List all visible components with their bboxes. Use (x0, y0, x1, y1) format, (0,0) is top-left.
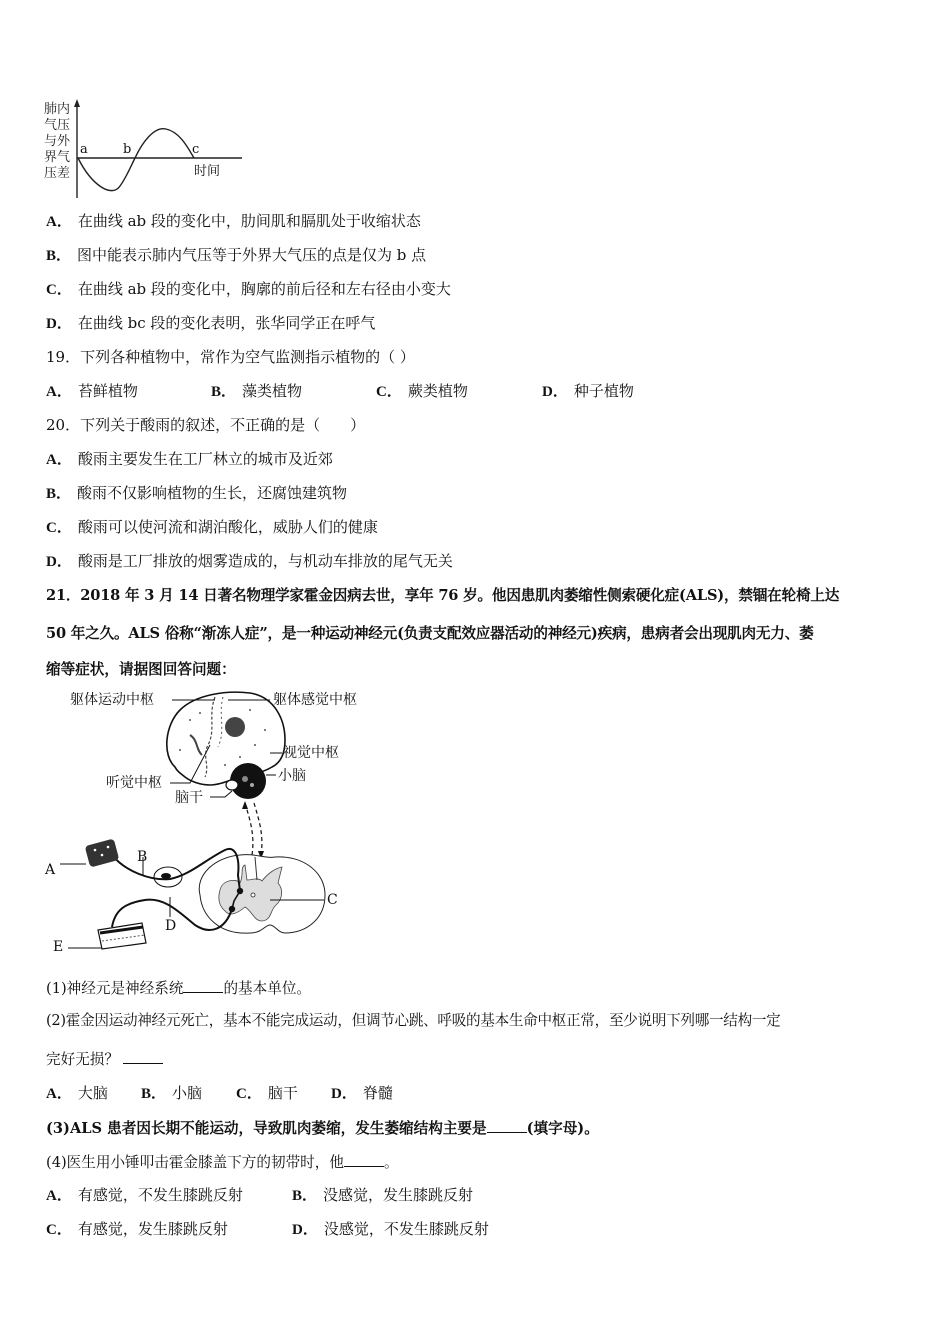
q21-sub4-option-a[interactable]: A． 有感觉，不发生膝跳反射 (46, 1186, 243, 1204)
q20-stem: 20．下列关于酸雨的叙述，不正确的是（ ） (46, 416, 366, 434)
q21-sub4-options-row-1 (46, 1185, 546, 1205)
q21-sub2-line-2: 完好无损？ (46, 1048, 163, 1070)
label-B: B (137, 849, 148, 865)
point-a-label: a (80, 142, 88, 157)
label-A: A (45, 862, 56, 878)
q19-options (46, 381, 746, 401)
q21-stem-line-1: 21．2018 年 3 月 14 日著名物理学家霍金因病去世，享年 76 岁。他因患肌肉萎缩性侧索硬化症(ALS)，禁锢在轮椅上达 (46, 587, 840, 604)
pressure-curve-figure (42, 98, 242, 200)
label-motor-center: 躯体运动中枢 (70, 692, 154, 708)
q18-option-b[interactable]: B． 图中能表示肺内气压等于外界大气压的点是仅为 b 点 (46, 246, 427, 264)
q21-stem-line-2: 50 年之久。ALS 俗称“渐冻人症”，是一种运动神经元(负责支配效应器活动的神经元)疾病，患病者会出现肌肉无力、萎 (46, 625, 814, 642)
q21-sub4-options-row-2 (46, 1219, 546, 1239)
q21-sub2-option-a[interactable]: A． 大脑 (46, 1084, 108, 1102)
label-E: E (53, 939, 64, 955)
answer-blank-2[interactable] (123, 1048, 163, 1064)
answer-blank-4[interactable] (344, 1151, 384, 1167)
q19-option-d[interactable]: D． 种子植物 (542, 382, 634, 400)
q19-option-c[interactable]: C． 蕨类植物 (376, 382, 468, 400)
nervous-system-diagram (40, 685, 380, 965)
label-sensory-center: 躯体感觉中枢 (273, 692, 357, 708)
q20-option-d[interactable]: D． 酸雨是工厂排放的烟雾造成的，与机动车排放的尾气无关 (46, 552, 453, 570)
point-b-label: b (123, 142, 132, 157)
point-c-label: c (192, 142, 200, 157)
q20-option-a[interactable]: A． 酸雨主要发生在工厂林立的城市及近郊 (46, 450, 333, 468)
label-brainstem: 脑干 (175, 790, 203, 806)
q21-sub3: (3)ALS 患者因长期不能运动，导致肌肉萎缩，发生萎缩结构主要是 (填字母)。 (46, 1117, 599, 1139)
q21-sub4-option-b[interactable]: B． 没感觉，发生膝跳反射 (292, 1186, 474, 1204)
q18-option-d[interactable]: D． 在曲线 bc 段的变化表明，张华同学正在呼气 (46, 314, 376, 332)
q21-sub2-options (46, 1083, 446, 1103)
answer-blank-3[interactable] (487, 1117, 527, 1133)
q19-option-a[interactable]: A． 苔鲜植物 (46, 382, 138, 400)
y-axis-label: 肺内 气压 与外 界气 压差 (44, 102, 71, 181)
q20-option-c[interactable]: C． 酸雨可以使河流和湖泊酸化，威胁人们的健康 (46, 518, 378, 536)
answer-blank-1[interactable] (183, 977, 223, 993)
q20-option-b[interactable]: B． 酸雨不仅影响植物的生长，还腐蚀建筑物 (46, 484, 348, 502)
label-C: C (327, 892, 338, 908)
label-auditory-center: 听觉中枢 (106, 775, 162, 791)
label-cerebellum: 小脑 (278, 768, 306, 784)
label-visual-center: 视觉中枢 (283, 745, 339, 761)
q18-option-c[interactable]: C． 在曲线 ab 段的变化中，胸廓的前后径和左右径由小变大 (46, 280, 451, 298)
q21-sub2-line-1: (2)霍金因运动神经元死亡，基本不能完成运动，但调节心跳、呼吸的基本生命中枢正常，至少说明下列哪一结构一定 (46, 1012, 781, 1029)
q21-sub4: (4)医生用小锤叩击霍金膝盖下方的韧带时，他 。 (46, 1151, 399, 1173)
q21-sub4-option-c[interactable]: C． 有感觉，发生膝跳反射 (46, 1220, 228, 1238)
q21-sub4-option-d[interactable]: D． 没感觉，不发生膝跳反射 (292, 1220, 489, 1238)
q21-sub2-option-b[interactable]: B． 小脑 (141, 1084, 203, 1102)
q21-stem-line-3: 缩等症状，请据图回答问题： (46, 661, 236, 678)
label-D: D (165, 918, 177, 934)
pressure-curve-plot (42, 98, 242, 200)
q18-option-a[interactable]: A． 在曲线 ab 段的变化中，肋间肌和膈肌处于收缩状态 (46, 212, 421, 230)
q19-option-b[interactable]: B． 藻类植物 (211, 382, 303, 400)
x-axis-label: 时间 (194, 164, 221, 179)
q21-sub2-option-c[interactable]: C． 脑干 (236, 1084, 298, 1102)
q21-sub1: (1)神经元是神经系统 的基本单位。 (46, 977, 311, 999)
q19-stem: 19．下列各种植物中，常作为空气监测指示植物的（ ） (46, 348, 415, 366)
nervous-system-figure (40, 685, 380, 965)
q21-sub2-option-d[interactable]: D． 脊髓 (331, 1084, 393, 1102)
